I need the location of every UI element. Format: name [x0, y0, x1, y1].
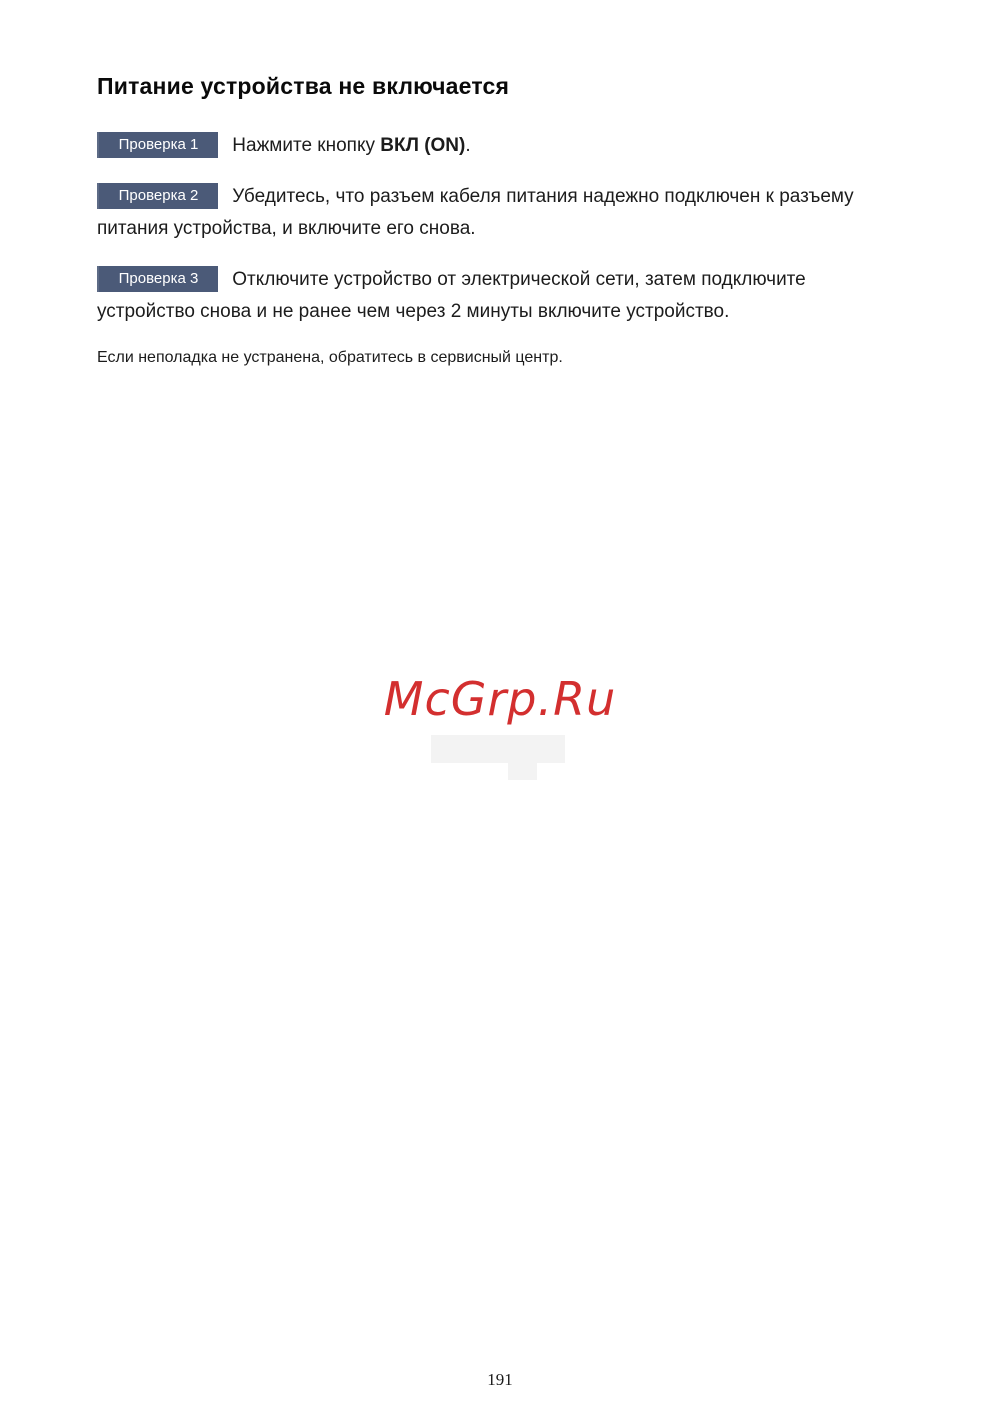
- page-content: [97, 0, 893, 369]
- watermark-ghost-mark-small: [508, 762, 537, 780]
- check-item-2: [97, 181, 893, 245]
- check-text-2: Убедитесь, что разъем кабеля питания надежно подключен к разъему питания устройства, и включите его снова.: [97, 186, 854, 239]
- check-text-3: Отключите устройство от электрической сети, затем подключите устройство снова и не ранее чем через 2 минуты включите устройство.: [97, 269, 806, 322]
- page-number: 191: [487, 1370, 513, 1389]
- page-title: Питание устройства не включается: [97, 73, 510, 99]
- check-text-1-suffix: .: [465, 135, 471, 156]
- check-text-1-bold: ВКЛ (ON): [380, 135, 466, 156]
- watermark-ghost-mark: [431, 735, 565, 763]
- check-badge-1: Проверка 1: [97, 132, 218, 158]
- service-note: Если неполадка не устранена, обратитесь в сервисный центр.: [97, 349, 563, 366]
- check-badge-2: Проверка 2: [97, 183, 218, 209]
- check-text-1: Нажмите кнопку: [232, 135, 381, 156]
- check-item-1: [97, 130, 893, 162]
- site-watermark: McGrp.Ru: [383, 672, 617, 726]
- check-item-3: [97, 264, 893, 328]
- check-badge-3: Проверка 3: [97, 266, 218, 292]
